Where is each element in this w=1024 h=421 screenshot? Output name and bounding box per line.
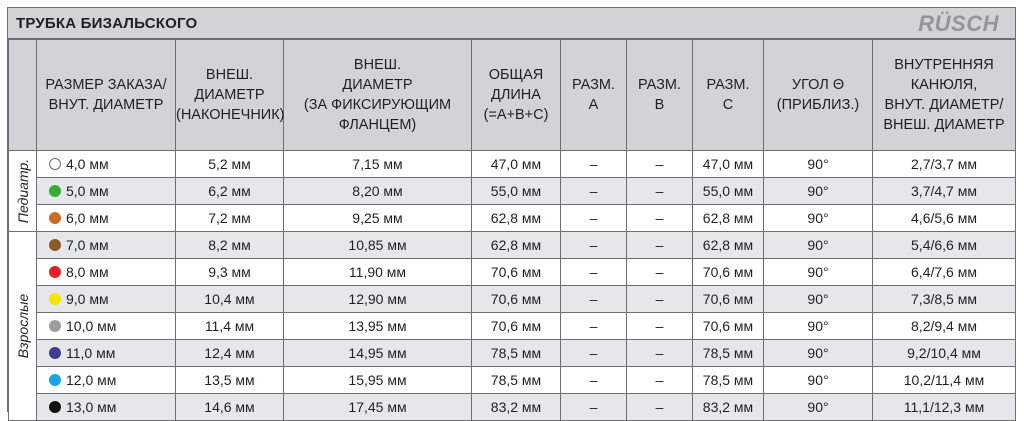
table-cell: – <box>561 313 627 340</box>
table-cell: 10,85 мм <box>284 232 472 259</box>
brand-logo: RÜSCH <box>918 11 999 36</box>
size-value: 8,0 мм <box>66 264 109 280</box>
table-cell: 47,0 мм <box>472 151 561 178</box>
table-cell: – <box>561 394 627 421</box>
color-code-dot-icon <box>49 293 61 305</box>
table-cell: 55,0 мм <box>693 178 764 205</box>
table-cell: 70,6 мм <box>472 259 561 286</box>
header-row <box>9 40 1016 151</box>
table-cell: 14,95 мм <box>284 340 472 367</box>
table-row <box>9 367 1016 394</box>
size-value: 4,0 мм <box>66 156 109 172</box>
table-cell: 5,2 мм <box>176 151 284 178</box>
table-cell: 10,2/11,4 мм <box>873 367 1016 394</box>
color-code-dot-icon <box>49 347 61 359</box>
table-cell: 17,45 мм <box>284 394 472 421</box>
table-cell: – <box>627 259 693 286</box>
table-cell: 70,6 мм <box>693 286 764 313</box>
header-outer-diameter-flange: ВНЕШ. ДИАМЕТР (ЗА ФИКСИРУЮЩИМ ФЛАНЦЕМ) <box>284 40 472 151</box>
table-cell: 15,95 мм <box>284 367 472 394</box>
size-value: 7,0 мм <box>66 237 109 253</box>
table-cell: – <box>561 232 627 259</box>
table-cell: – <box>561 205 627 232</box>
table-cell: 7,3/8,5 мм <box>873 286 1016 313</box>
table-cell: 78,5 мм <box>472 340 561 367</box>
table-cell: 9,2/10,4 мм <box>873 340 1016 367</box>
table-cell: 78,5 мм <box>472 367 561 394</box>
size-value: 13,0 мм <box>66 399 117 415</box>
table-cell: – <box>627 205 693 232</box>
spec-table <box>8 39 1016 421</box>
table-row <box>9 205 1016 232</box>
table-cell: – <box>561 259 627 286</box>
size-value: 12,0 мм <box>66 372 117 388</box>
header-dim-c: РАЗМ. C <box>693 40 764 151</box>
group-label-cell <box>9 232 37 421</box>
table-cell: 5,4/6,6 мм <box>873 232 1016 259</box>
table-body <box>9 151 1016 421</box>
table-cell: 83,2 мм <box>472 394 561 421</box>
color-code-dot-icon <box>49 320 61 332</box>
table-row <box>9 178 1016 205</box>
table-cell: – <box>627 340 693 367</box>
table-cell: 90° <box>764 151 873 178</box>
table-cell: 70,6 мм <box>472 313 561 340</box>
table-cell: 90° <box>764 394 873 421</box>
size-cell <box>37 232 176 259</box>
size-cell <box>37 205 176 232</box>
table-cell: 12,90 мм <box>284 286 472 313</box>
table-cell: 8,20 мм <box>284 178 472 205</box>
table-cell: 8,2/9,4 мм <box>873 313 1016 340</box>
table-cell: 78,5 мм <box>693 367 764 394</box>
table-cell: 90° <box>764 178 873 205</box>
table-cell: 7,15 мм <box>284 151 472 178</box>
header-outer-diameter-tip: ВНЕШ. ДИАМЕТР (НАКОНЕЧНИК) <box>176 40 284 151</box>
table-cell: 62,8 мм <box>693 205 764 232</box>
table-cell: 6,4/7,6 мм <box>873 259 1016 286</box>
table-cell: 9,3 мм <box>176 259 284 286</box>
table-row <box>9 340 1016 367</box>
color-code-dot-icon <box>49 401 61 413</box>
table-cell: – <box>561 367 627 394</box>
table-cell: 11,4 мм <box>176 313 284 340</box>
table-cell: 47,0 мм <box>693 151 764 178</box>
table-cell: 3,7/4,7 мм <box>873 178 1016 205</box>
title-bar <box>8 8 1015 39</box>
table-cell: 62,8 мм <box>693 232 764 259</box>
table-cell: 70,6 мм <box>472 286 561 313</box>
size-value: 5,0 мм <box>66 183 109 199</box>
table-cell: – <box>561 340 627 367</box>
color-code-dot-icon <box>49 239 61 251</box>
table-cell: 62,8 мм <box>472 232 561 259</box>
table-cell: 62,8 мм <box>472 205 561 232</box>
size-cell <box>37 259 176 286</box>
header-corner <box>9 40 37 151</box>
table-cell: 8,2 мм <box>176 232 284 259</box>
size-cell <box>37 367 176 394</box>
table-cell: 90° <box>764 367 873 394</box>
table-cell: – <box>627 286 693 313</box>
table-cell: – <box>561 286 627 313</box>
size-cell <box>37 340 176 367</box>
color-code-dot-icon <box>49 374 61 386</box>
table-row <box>9 259 1016 286</box>
table-cell: 4,6/5,6 мм <box>873 205 1016 232</box>
table-cell: 9,25 мм <box>284 205 472 232</box>
header-inner-cannula: ВНУТРЕННЯЯ КАНЮЛЯ, ВНУТ. ДИАМЕТР/ ВНЕШ. ДИАМЕТР <box>873 40 1016 151</box>
table-cell: 70,6 мм <box>693 259 764 286</box>
table-cell: 78,5 мм <box>693 340 764 367</box>
header-angle: УГОЛ Θ (ПРИБЛИЗ.) <box>764 40 873 151</box>
table-cell: 11,1/12,3 мм <box>873 394 1016 421</box>
color-code-dot-icon <box>49 266 61 278</box>
group-label: Взрослые <box>14 293 31 359</box>
table-title: ТРУБКА БИЗАЛЬСКОГО <box>16 15 198 32</box>
table-cell: 12,4 мм <box>176 340 284 367</box>
header-order-size: РАЗМЕР ЗАКАЗА/ ВНУТ. ДИАМЕТР <box>37 40 176 151</box>
table-cell: – <box>627 394 693 421</box>
table-cell: 90° <box>764 205 873 232</box>
table-cell: 70,6 мм <box>693 313 764 340</box>
table-cell: – <box>627 178 693 205</box>
table-cell: 6,2 мм <box>176 178 284 205</box>
table-cell: 2,7/3,7 мм <box>873 151 1016 178</box>
size-cell <box>37 151 176 178</box>
size-value: 6,0 мм <box>66 210 109 226</box>
size-cell <box>37 313 176 340</box>
table-cell: – <box>627 232 693 259</box>
group-label: Педиатр. <box>14 158 31 224</box>
table-cell: 7,2 мм <box>176 205 284 232</box>
header-dim-b: РАЗМ. B <box>627 40 693 151</box>
group-label-cell <box>9 151 37 232</box>
table-cell: 90° <box>764 340 873 367</box>
table-cell: 13,95 мм <box>284 313 472 340</box>
table-cell: – <box>627 367 693 394</box>
size-value: 9,0 мм <box>66 291 109 307</box>
color-code-dot-icon <box>49 158 61 170</box>
table-cell: – <box>561 151 627 178</box>
table-cell: 90° <box>764 232 873 259</box>
header-total-length: ОБЩАЯ ДЛИНА (=A+B+C) <box>472 40 561 151</box>
table-cell: 83,2 мм <box>693 394 764 421</box>
table-cell: 90° <box>764 259 873 286</box>
table-cell: 11,90 мм <box>284 259 472 286</box>
table-row <box>9 286 1016 313</box>
size-cell <box>37 394 176 421</box>
table-cell: 90° <box>764 286 873 313</box>
table-cell: 13,5 мм <box>176 367 284 394</box>
color-code-dot-icon <box>49 185 61 197</box>
color-code-dot-icon <box>49 212 61 224</box>
header-dim-a: РАЗМ. A <box>561 40 627 151</box>
table-cell: – <box>627 313 693 340</box>
table-cell: – <box>627 151 693 178</box>
table-row <box>9 232 1016 259</box>
table-cell: 14,6 мм <box>176 394 284 421</box>
table-row <box>9 313 1016 340</box>
size-value: 11,0 мм <box>66 345 116 361</box>
table-row <box>9 151 1016 178</box>
table-cell: – <box>561 178 627 205</box>
size-cell <box>37 286 176 313</box>
table-cell: 90° <box>764 313 873 340</box>
table-cell: 55,0 мм <box>472 178 561 205</box>
table-cell: 10,4 мм <box>176 286 284 313</box>
size-value: 10,0 мм <box>66 318 117 334</box>
size-cell <box>37 178 176 205</box>
table-row <box>9 394 1016 421</box>
spec-table-panel <box>7 7 1016 415</box>
